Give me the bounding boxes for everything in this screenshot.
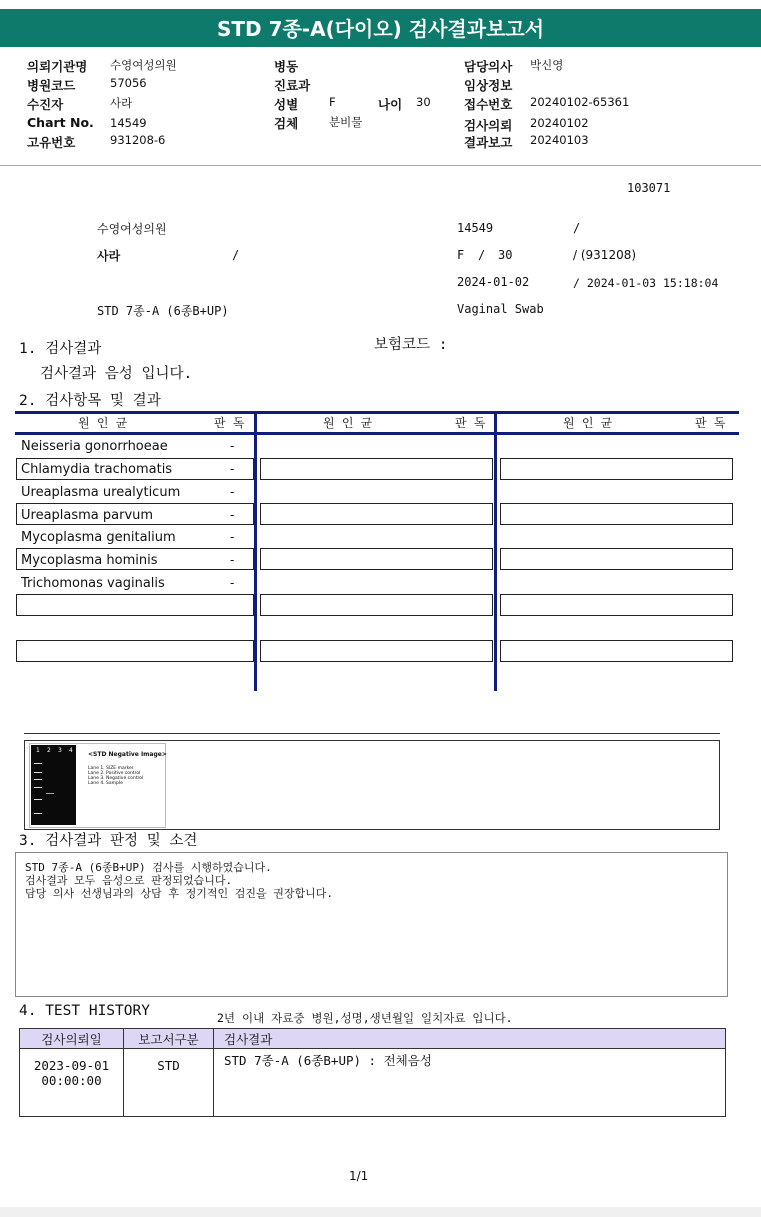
age-value: 30 xyxy=(416,95,431,109)
marker-band xyxy=(34,787,42,788)
hospital-value: 수영여성의원 xyxy=(110,58,177,72)
doctor-label: 담당의사 xyxy=(464,59,513,74)
ward-label: 병동 xyxy=(274,59,299,74)
row-box xyxy=(500,640,733,662)
chart-no-label: Chart No. xyxy=(27,115,94,130)
gel-top-rule xyxy=(24,733,720,734)
info-reported: / 2024-01-03 15:18:04 xyxy=(573,276,719,290)
history-col-result: 검사결과 xyxy=(214,1029,726,1049)
insurance-code-label: 보험코드 : xyxy=(374,337,448,353)
info-chart: 14549 xyxy=(457,221,494,235)
col3-organism-header: 원 인 균 xyxy=(563,416,613,430)
request-date-value: 20240102 xyxy=(530,116,589,130)
section2-heading: 2. 검사항목 및 결과 xyxy=(19,393,161,409)
info-sex-slash: / xyxy=(478,248,486,262)
marker-band xyxy=(34,763,42,764)
gel-photo xyxy=(31,745,76,825)
gel-caption-title: <STD Negative Image> xyxy=(88,751,167,758)
section3-heading: 3. 검사결과 판정 및 소견 xyxy=(19,833,198,849)
age-label: 나이 xyxy=(378,97,403,112)
organism-result: - xyxy=(230,553,235,567)
marker-band xyxy=(34,813,42,814)
lane-label: 4 xyxy=(69,747,73,754)
header-divider xyxy=(0,165,761,166)
unique-no-value: 931208-6 xyxy=(110,133,166,147)
result-summary: 검사결과 음성 입니다. xyxy=(40,366,193,382)
row-box xyxy=(260,458,493,480)
report-number: 103071 xyxy=(627,181,671,195)
organism-name: Mycoplasma hominis xyxy=(21,553,158,568)
control-band xyxy=(46,793,54,794)
history-result: STD 7종-A (6종B+UP) : 전체음성 xyxy=(214,1049,726,1117)
history-date-cell xyxy=(20,1049,124,1117)
lane-label: 2 xyxy=(47,747,51,754)
section1-heading: 1. 검사결과 xyxy=(19,341,102,357)
col2-judge-header: 판 독 xyxy=(455,416,486,430)
history-date: 2023-09-01 xyxy=(33,1058,110,1073)
organism-name: Trichomonas vaginalis xyxy=(21,576,165,591)
marker-band xyxy=(34,772,42,773)
info-chart-slash: / xyxy=(573,221,581,235)
dept-label: 진료과 xyxy=(274,78,311,93)
clinical-info-label: 임상정보 xyxy=(464,78,513,93)
row-box xyxy=(500,594,733,616)
patient-label: 수진자 xyxy=(27,97,64,112)
col3-judge-header: 판 독 xyxy=(695,416,726,430)
organism-result: - xyxy=(230,530,235,544)
row-box xyxy=(16,594,254,616)
lane-label: 1 xyxy=(36,747,40,754)
gel-caption-line: Lane 2. Positive control xyxy=(88,771,141,776)
hospital-code-value: 57056 xyxy=(110,76,147,90)
info-sex: F xyxy=(457,248,465,262)
organism-result: - xyxy=(230,576,235,590)
col2-organism-header: 원 인 균 xyxy=(323,416,373,430)
organism-result: - xyxy=(230,508,235,522)
organism-name: Neisseria gonorrhoeae xyxy=(21,439,168,454)
history-col-date: 검사의뢰일 xyxy=(20,1029,124,1049)
organism-name: Ureaplasma urealyticum xyxy=(21,485,181,500)
history-note: 2년 이내 자료중 병원,성명,생년월일 일치자료 입니다. xyxy=(217,1011,513,1025)
info-specimen: Vaginal Swab xyxy=(457,302,544,316)
receipt-no-label: 접수번호 xyxy=(464,97,513,112)
marker-band xyxy=(34,779,42,780)
row-box xyxy=(16,640,254,662)
info-patient: 사라 xyxy=(97,249,121,263)
info-patient-slash: / xyxy=(232,248,240,262)
sex-label: 성별 xyxy=(274,97,299,112)
specimen-value: 분비물 xyxy=(329,115,363,129)
organism-result: - xyxy=(230,462,235,476)
patient-value: 사라 xyxy=(110,96,133,110)
organism-name: Mycoplasma genitalium xyxy=(21,530,176,545)
organism-name: Chlamydia trachomatis xyxy=(21,462,173,477)
row-box xyxy=(260,640,493,662)
doctor-value: 박신영 xyxy=(530,58,564,72)
history-table xyxy=(19,1028,726,1117)
row-box xyxy=(500,548,733,570)
info-birth: / (931208) xyxy=(573,248,637,262)
column-divider-2 xyxy=(494,411,497,691)
gel-caption-line: Lane 1. SIZE marker xyxy=(88,766,134,771)
receipt-no-value: 20240102-65361 xyxy=(530,95,630,109)
info-hospital: 수영여성의원 xyxy=(97,222,167,236)
marker-band xyxy=(34,799,42,800)
sex-value: F xyxy=(329,95,336,109)
table-header-rule xyxy=(15,432,739,435)
hospital-label: 의뢰기관명 xyxy=(27,59,88,74)
history-header-row xyxy=(20,1029,726,1049)
col1-judge-header: 판 독 xyxy=(214,416,245,430)
history-col-type: 보고서구분 xyxy=(124,1029,214,1049)
info-test-name: STD 7종-A (6종B+UP) xyxy=(97,304,229,318)
section4-heading: 4. TEST HISTORY xyxy=(19,1003,150,1019)
report-title: STD 7종-A(다이오) 검사결과보고서 xyxy=(0,9,761,47)
organism-result: - xyxy=(230,439,235,453)
row-box xyxy=(500,503,733,525)
history-time: 00:00:00 xyxy=(41,1073,102,1088)
organism-name: Ureaplasma parvum xyxy=(21,508,154,523)
hospital-code-label: 병원코드 xyxy=(27,78,76,93)
gel-caption-line: Lane 3. Negative control xyxy=(88,776,144,781)
column-divider-1 xyxy=(254,411,257,691)
chart-no-value: 14549 xyxy=(110,116,147,130)
request-date-label: 검사의뢰 xyxy=(464,118,513,133)
row-box xyxy=(260,594,493,616)
info-received: 2024-01-02 xyxy=(457,275,530,289)
lane-label: 3 xyxy=(58,747,62,754)
row-box xyxy=(260,548,493,570)
row-box xyxy=(260,503,493,525)
specimen-label: 검체 xyxy=(274,116,299,131)
page-number: 1/1 xyxy=(349,1169,369,1183)
organism-result: - xyxy=(230,485,235,499)
report-date-value: 20240103 xyxy=(530,133,589,147)
row-box xyxy=(500,458,733,480)
unique-no-label: 고유번호 xyxy=(27,135,76,150)
report-date-label: 결과보고 xyxy=(464,135,513,150)
opinion-box: STD 7종-A (6종B+UP) 검사를 시행하였습니다. 검사결과 모두 음성으로 판정되었습니다. 담당 의사 선생님과의 상담 후 정기적인 검진을 권장합니다. xyxy=(15,852,728,997)
gel-caption-line: Lane 4. Sample xyxy=(88,781,123,786)
history-type: STD xyxy=(124,1049,214,1117)
col1-organism-header: 원 인 균 xyxy=(78,416,128,430)
info-age: 30 xyxy=(498,248,513,262)
history-row xyxy=(20,1049,726,1117)
